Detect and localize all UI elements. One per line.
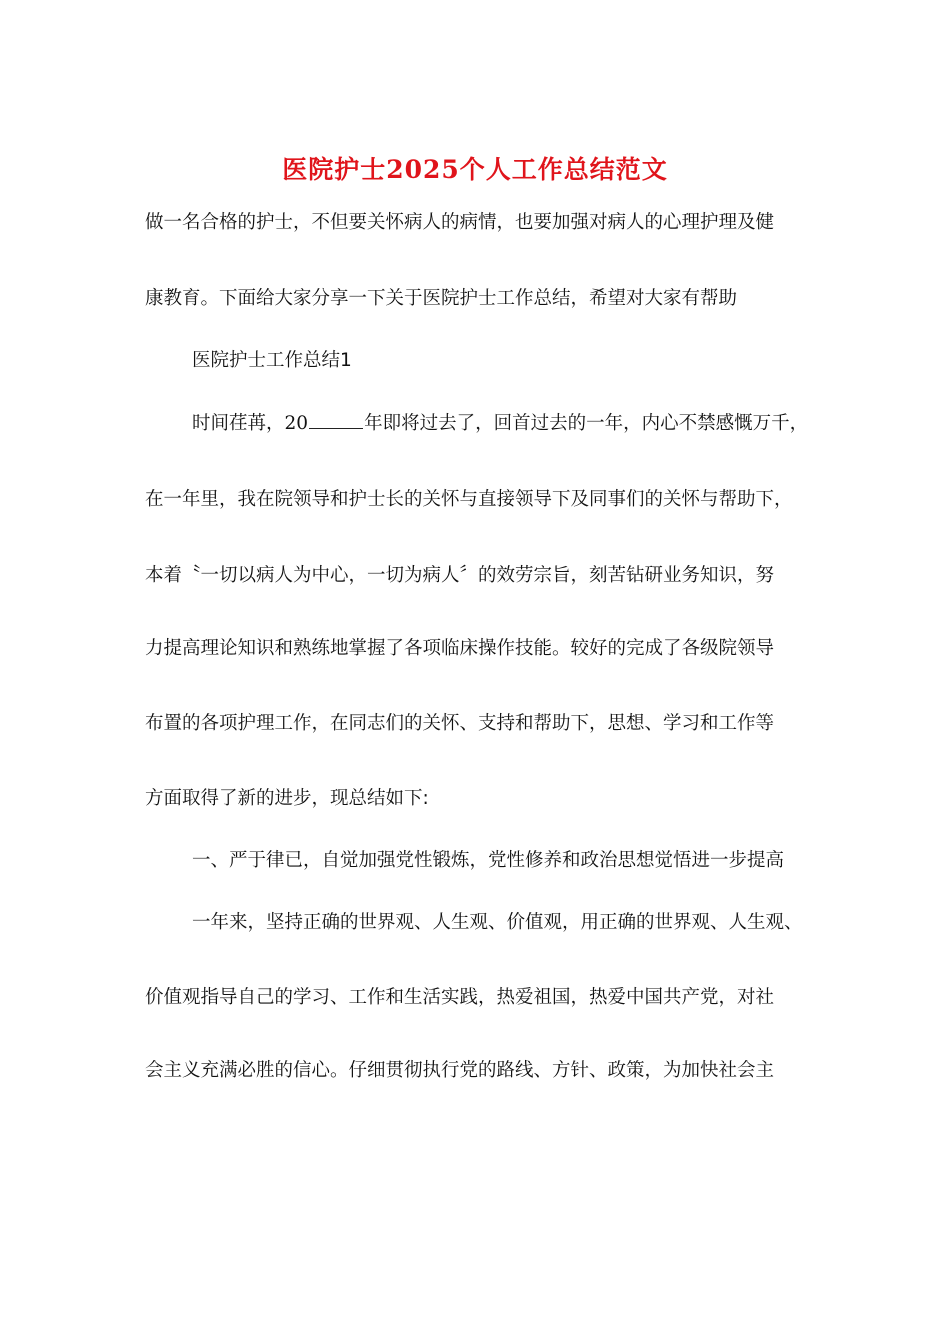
paragraph-line: 力提高理论知识和熟练地掌握了各项临床操作技能。较好的完成了各级院领导 (145, 638, 775, 659)
paragraph-line: 会主义充满必胜的信心。仔细贯彻执行党的路线、方针、政策，为加快社会主 (145, 1060, 775, 1081)
line-text: 年即将过去了，回首过去的一年，内心不禁感慨万千， (364, 413, 809, 434)
year-blank (309, 410, 363, 429)
section-heading: 医院护士工作总结1 (192, 350, 352, 371)
paragraph-line: 康教育。下面给大家分享一下关于医院护士工作总结，希望对大家有帮助 (145, 288, 738, 309)
paragraph-line: 布置的各项护理工作，在同志们的关怀、支持和帮助下，思想、学习和工作等 (145, 713, 775, 734)
paragraph-line: 价值观指导自己的学习、工作和生活实践，热爱祖国，热爱中国共产党，对社 (145, 987, 775, 1008)
document-title: 医院护士2025个人工作总结范文 (282, 155, 668, 184)
section-heading: 一、严于律已，自觉加强党性锻炼，党性修养和政治思想觉悟进一步提高 (192, 850, 785, 871)
paragraph-line: 一年来，坚持正确的世界观、人生观、价值观，用正确的世界观、人生观、 (192, 912, 803, 933)
year-prefix: 20 (284, 413, 309, 434)
line-text: 时间荏苒， (192, 413, 285, 434)
paragraph-line: 本着〝一切以病人为中心，一切为病人〞的效劳宗旨，刻苦钻研业务知识，努 (145, 565, 775, 586)
paragraph-line: 在一年里，我在院领导和护士长的关怀与直接领导下及同事们的关怀与帮助下， (145, 489, 793, 510)
paragraph-line: 做一名合格的护士，不但要关怀病人的病情，也要加强对病人的心理护理及健 (145, 212, 775, 233)
paragraph-line: 方面取得了新的进步，现总结如下: (145, 788, 429, 809)
paragraph-line (192, 410, 808, 437)
